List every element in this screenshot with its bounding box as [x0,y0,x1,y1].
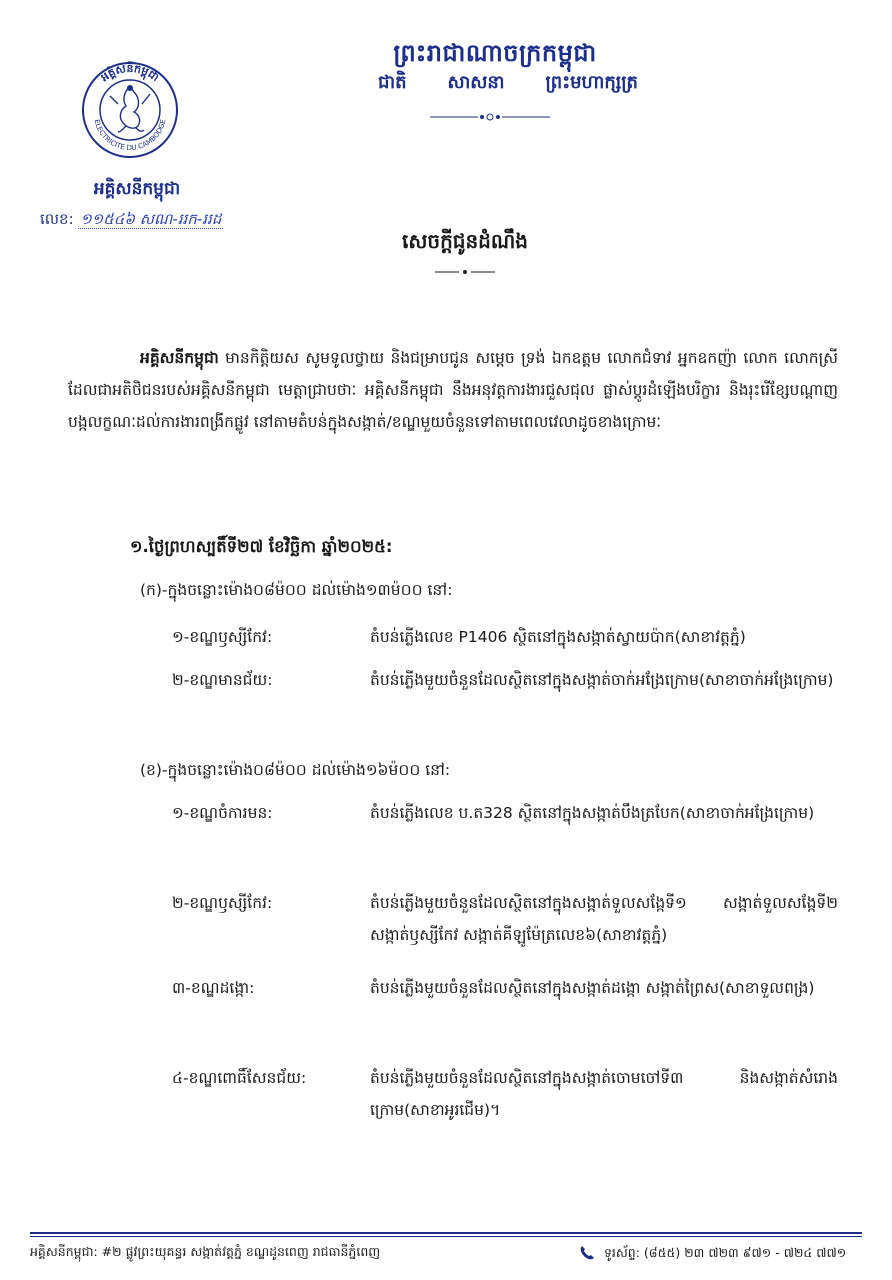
group-b-item-4-desc: តំបន់ភ្លើងមួយចំនួនដែលស្ថិតនៅក្នុងសង្កាត់ចោមចៅទី៣ និងសង្កាត់សំរោងក្រោម(សាខាអូរជើម)។ [370,1069,838,1119]
group-b-item-2-label: ២-ខណ្ឌឫស្សីកែវ: [172,894,273,912]
reference-value: ១១៥៤៦ សណ-ររក-ររដ [80,210,222,228]
group-b-item-2-desc: តំបន់ភ្លើងមួយចំនួនដែលស្ថិតនៅក្នុងសង្កាត់ទួលសង្កែទី១ សង្កាត់ទួលសង្កែទី២ សង្កាត់ឫស្សីកែវ សង្កាត់គីឡូម៉ែត្រលេខ៦(សាខាវត្តភ្នំ) [370,894,838,944]
footer-divider-thin [30,1236,862,1237]
edc-seal-logo [80,60,180,160]
phone-icon [578,1244,598,1265]
title-ornament [435,268,495,270]
group-b-item-3-label: ៣-ខណ្ឌដង្កោ: [172,979,255,997]
reference-label: លេខ: [40,210,74,228]
motto-king: ព្រះមហាក្សត្រ [545,72,638,93]
reference-number [40,210,223,232]
logo-text-latin: ELECTRICITE DU CAMBODGE [92,118,168,153]
svg-text:អគ្គិសនីកម្ពុជា [98,61,162,85]
national-motto [378,70,638,97]
group-b-item-3-desc: តំបន់ភ្លើងមួយចំនួនដែលស្ថិតនៅក្នុងសង្កាត់ដង្កោ សង្កាត់ព្រៃស(សាខាទួលពង្រ) [370,979,815,997]
group-b-item-1-desc: តំបន់ភ្លើងលេខ ប.ត328 ស្ថិតនៅក្នុងសង្កាត់បឹងត្របែក(សាខាចាក់អង្រែក្រោម) [370,804,815,822]
motto-nation: ជាតិ [378,72,407,93]
footer-phone: ទូរស័ព្ទ: (៨៥៥) ២៣ ៧២៣ ៩៧១ - ៧២៤ ៧៧១ [604,1245,847,1260]
kingdom-title: ព្រះរាជាណាចក្រកម្ពុជា [393,38,597,67]
footer-divider [30,1232,862,1234]
section-heading: ១.ថ្ងៃព្រហស្បតិ៍ទី២៧ ខែវិច្ឆិកា ឆ្នាំ២០២៥: [130,537,393,556]
group-b-heading: (ខ)-ក្នុងចន្លោះម៉ោង០៨ម៉០០ ដល់ម៉ោង១៦ម៉០០ នៅ: [140,761,451,779]
organization-name: អគ្គិសនីកម្ពុជា [93,179,181,199]
intro-paragraph [68,342,838,438]
group-a-item-1-desc: តំបន់ភ្លើងលេខ P1406 ស្ថិតនៅក្នុងសង្កាត់ស្វាយប៉ាក(សាខាវត្តភ្នំ) [370,628,746,646]
document-title: សេចក្តីជូនដំណឹង [402,229,528,253]
intro-text: មានកិត្តិយស សូមទូលថ្វាយ និងជម្រាបជូន សម្តេច ទ្រង់ ឯកឧត្តម លោកជំទាវ អ្នកឧកញ៉ា លោក លោកស្រី ដែលជាអតិថិជនរបស់អគ្គិសនីកម្ពុជា មេត្តាជ្រាបថាៈ អគ្គិសនីកម្ពុជា នឹងអនុវត្តការងារជួសជុល ផ្លាស់ប្តូរដំឡើងបរិក្ខារ និងរុះរើខ្សែបណ្តាញបង្កលក្ខណៈដល់ការងារពង្រីកផ្លូវ នៅតាមតំបន់ក្នុងសង្កាត់/ខណ្ឌមួយចំនួនទៅតាមពេលវេលាដូចខាងក្រោមៈ [68,349,838,431]
group-a-item-2-label: ២-ខណ្ឌមានជ័យ: [172,671,273,689]
header-ornament [430,112,550,114]
group-a-item-2-desc: តំបន់ភ្លើងមួយចំនួនដែលស្ថិតនៅក្នុងសង្កាត់ចាក់អង្រែក្រោម(សាខាចាក់អង្រែក្រោម) [370,671,834,689]
group-b-item-1-label: ១-ខណ្ឌចំការមន: [172,804,273,822]
group-b-item-4-label: ៤-ខណ្ឌពោធិ៍សែនជ័យ: [172,1069,307,1087]
intro-lead: អគ្គិសនីកម្ពុជា [140,349,219,367]
group-a-heading: (ក)-ក្នុងចន្លោះម៉ោង០៨ម៉០០ ដល់ម៉ោង១៣ម៉០០ នៅ: [140,581,453,599]
footer-contact [578,1244,846,1265]
group-a-item-1-label: ១-ខណ្ឌឫស្សីកែវ: [172,628,273,646]
logo-text-khmer: អគ្គិសនីកម្ពុជា [98,62,162,85]
footer-address: អគ្គិសនីកម្ពុជា: #២ ផ្លូវព្រះយុគន្ធរ សង្កាត់វត្តភ្នំ ខណ្ឌដូនពេញ រាជធានីភ្នំពេញ [30,1244,381,1259]
motto-religion: សាសនា [447,72,505,93]
